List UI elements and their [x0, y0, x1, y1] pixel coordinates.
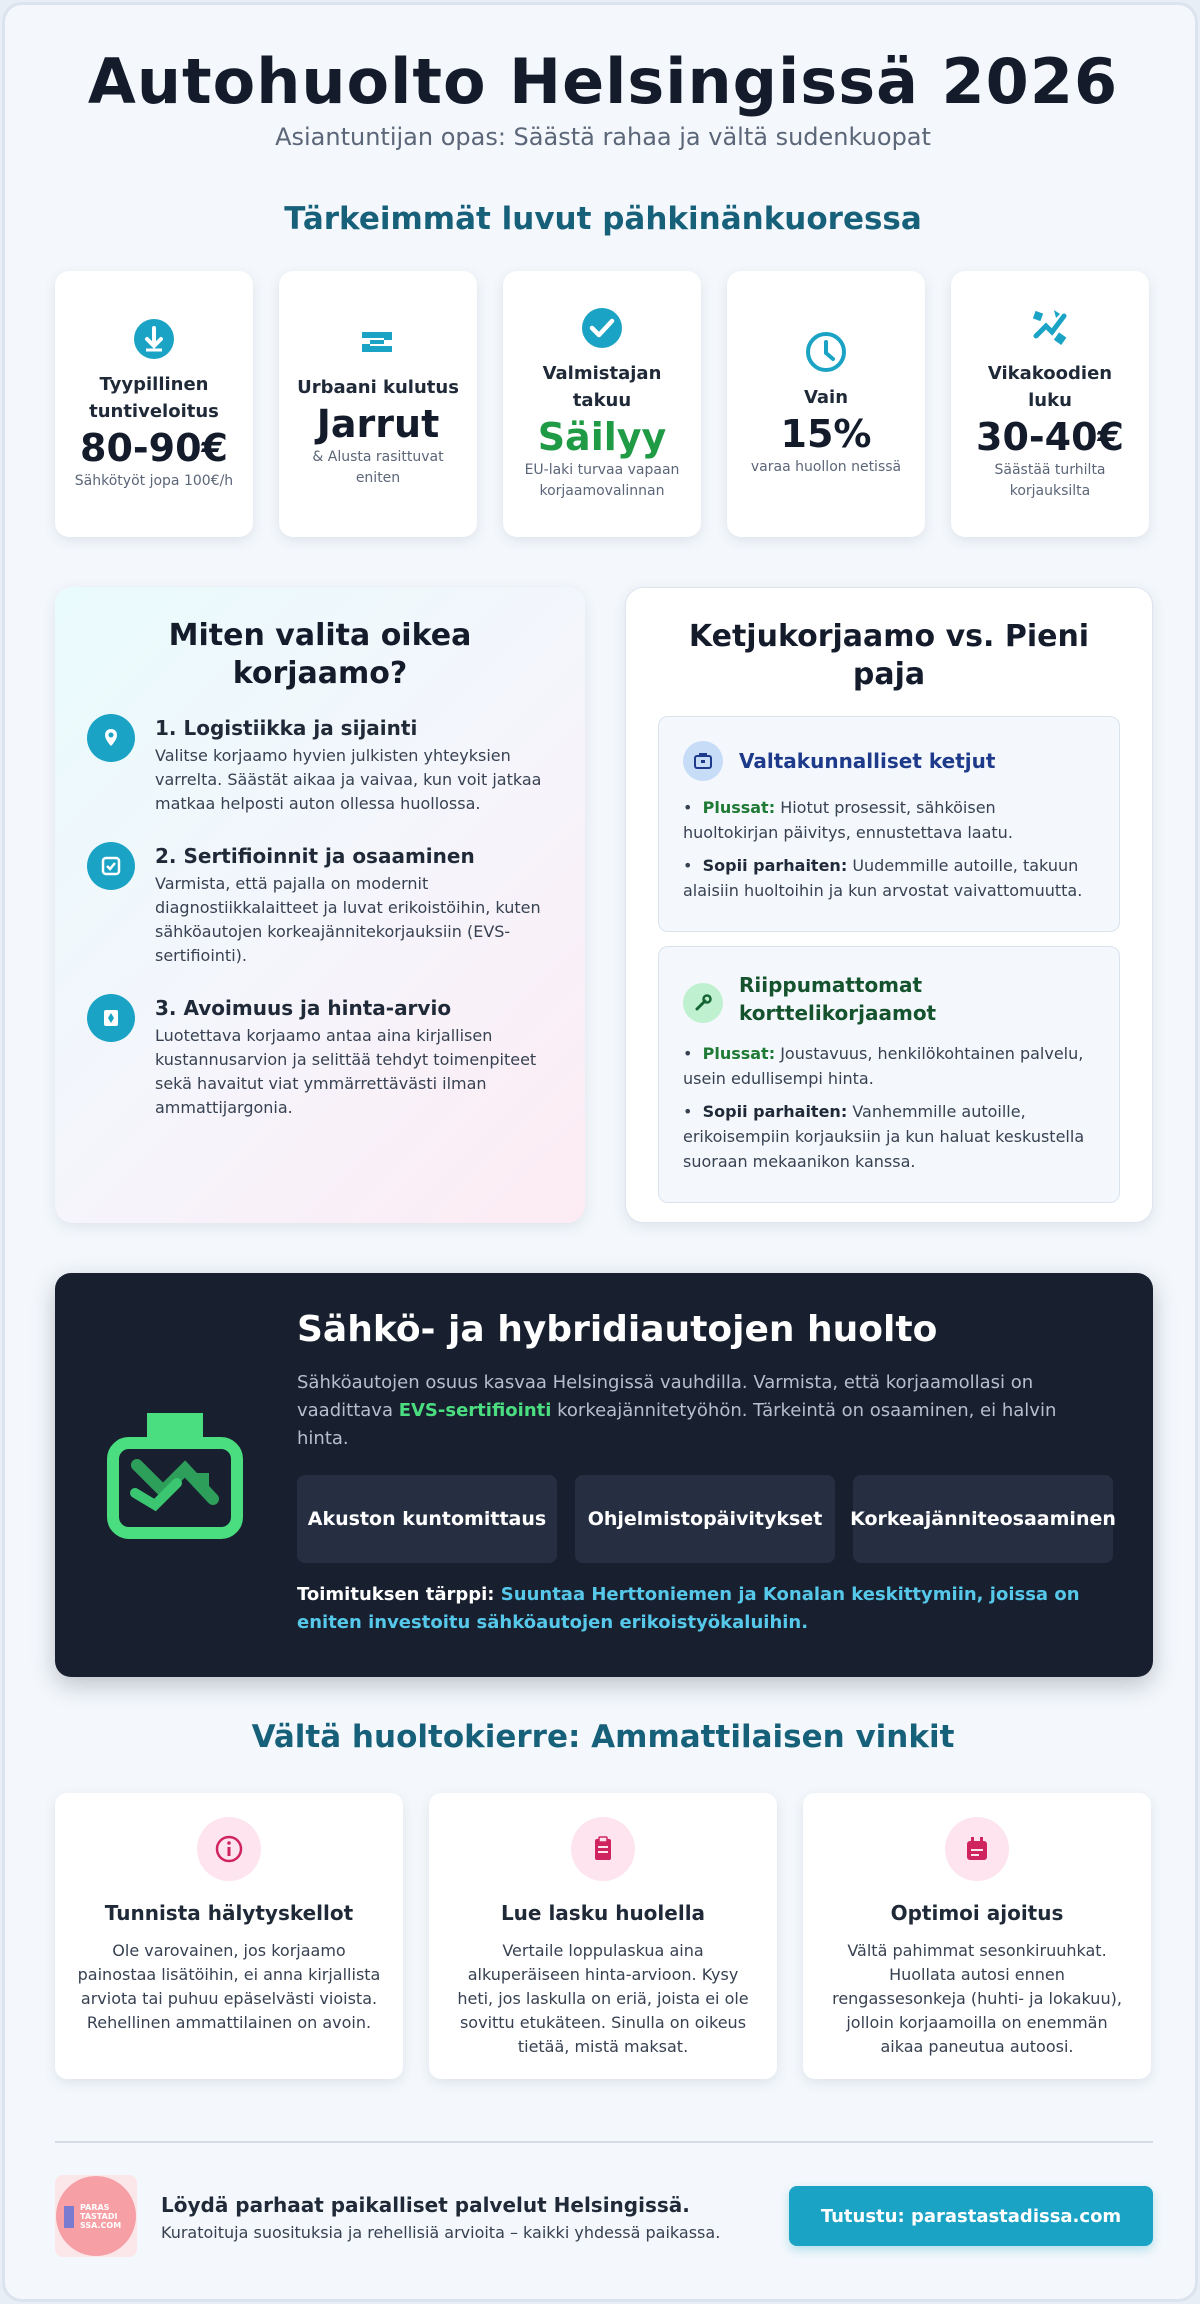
ev-text: Sähköautojen osuus kasvaa Helsingissä vauhdilla. Varmista, että korjaamollasi on vaadittava EVS-sertifiointi korkeajännitetyöhön. Tärkeintä on osaaminen, ei halvin hinta. [297, 1372, 1057, 1449]
independent-best-for: • Sopii parhaiten: Vanhemmille autoille, erikoisempiin korjauksiin ja kun haluat keskustella suoraan mekaanikon kanssa. [683, 1102, 1085, 1171]
stat-label: Tyypillinen tuntiveloitus [89, 373, 219, 422]
ev-section [55, 1273, 1153, 1677]
stat-card-urban-wear [279, 271, 477, 537]
stat-label: Valmistajan takuu [542, 363, 662, 411]
independent-plus: • Plussat: Joustavuus, henkilökohtainen palvelu, usein edullisempi hinta. [683, 1044, 1084, 1088]
ev-service-high-voltage: Korkeajänniteosaaminen [853, 1475, 1113, 1563]
evs-highlight: EVS-sertifiointi [398, 1400, 552, 1421]
tip-text: Vältä pahimmat sesonkiruuhkat. Huollata autosi ennen rengassesonkeja (huhti- ja lokakuu), jolloin korjaamoilla on enemmän aikaa paneutua autoosi. [832, 1941, 1122, 2056]
stat-note: EU-laki turvaa vapaan korjaamovalinnan [524, 462, 680, 499]
stat-label: Vain [803, 387, 849, 408]
clock-icon [804, 330, 848, 374]
calendar-icon [945, 1817, 1009, 1881]
location-icon [87, 714, 135, 762]
info-icon [197, 1817, 261, 1881]
step-title: 3. Avoimuus ja hinta-arvio [155, 996, 452, 1020]
step-transparency [87, 994, 557, 1120]
stat-note: Sähkötyöt jopa 100€/h [74, 472, 234, 489]
footer-subtitle: Kuratoituja suosituksia ja rehellisiä arvioita – kaikki yhdessä paikassa. [161, 2223, 721, 2242]
step-certifications [87, 842, 557, 968]
tips-heading: Vältä huoltokierre: Ammattilaisen vinkit [251, 1719, 955, 1755]
diagnostics-icon [1028, 306, 1072, 350]
stat-label: Urbaani kulutus [297, 376, 459, 398]
chain-best-for: • Sopii parhaiten: Uudemmille autoille, takuun alaisiin huoltoihin ja kun arvostat vaivattomuutta. [683, 856, 1083, 900]
tip-text: Vertaile loppulaskua aina alkuperäiseen hinta-arvioon. Kysy heti, jos laskulla on eriä, joista ei ole sovittu etukäteen. Sinulla on oikeus tietää, mistä maksat. [457, 1941, 749, 2056]
independent-workshops-box [658, 946, 1120, 1203]
visit-site-button[interactable]: Tutustu: parastastadissa.com [789, 2186, 1153, 2246]
stat-value: Jarrut [316, 401, 440, 446]
check-circle-icon [580, 306, 624, 350]
tip-card-warning-signs [55, 1793, 403, 2079]
tip-card-invoice [429, 1793, 777, 2079]
footer-title: Löydä parhaat paikalliset palvelut Helsingissä. [161, 2193, 690, 2217]
chain-workshops-box [658, 716, 1120, 932]
page-subtitle: Asiantuntijan opas: Säästä rahaa ja vältä sudenkuopat [275, 123, 931, 151]
ev-service-battery: Akuston kuntomittaus [297, 1475, 557, 1563]
choice-title: Valtakunnalliset ketjut [739, 749, 996, 773]
ev-service-software: Ohjelmistopäivitykset [575, 1475, 835, 1563]
briefcase-icon [683, 741, 723, 781]
step-text: Luotettava korjaamo antaa aina kirjallisen kustannusarvion ja selittää tehdyt toimenpiteet sekä havaitut viat ymmärrettävästi ilman ammattijargonia. [155, 1026, 537, 1117]
page-title: Autohuolto Helsingissä 2026 [87, 45, 1119, 118]
stat-value: 15% [780, 412, 872, 456]
tip-title: Optimoi ajoitus [890, 1901, 1064, 1925]
stat-label: Vikakoodien luku [987, 363, 1113, 411]
stat-value: 30-40€ [976, 415, 1124, 459]
panel-title: Miten valita oikea korjaamo? [168, 618, 472, 691]
chain-plus: • Plussat: Hiotut prosessit, sähköisen huoltokirjan päivitys, ennustettava laatu. [683, 798, 1013, 842]
ev-title: Sähkö- ja hybridiautojen huolto [297, 1309, 938, 1350]
stat-value: Säilyy [537, 415, 667, 459]
tip-card-timing [803, 1793, 1151, 2079]
wrench-icon [683, 983, 723, 1023]
stat-card-hourly-rate [55, 271, 253, 537]
stat-note: varaa huollon netissä [750, 459, 902, 475]
site-logo: PARAS TASTADI SSA.COM [55, 2175, 137, 2257]
stat-card-warranty [503, 271, 701, 537]
key-figures-heading: Tärkeimmät luvut pähkinänkuoressa [284, 201, 922, 237]
arrow-down-circle-icon [132, 317, 176, 361]
compare-panel [625, 587, 1153, 1223]
tip-title: Tunnista hälytyskellot [104, 1901, 354, 1925]
price-tag-icon [87, 994, 135, 1042]
panel-title: Ketjukorjaamo vs. Pieni paja [688, 619, 1090, 692]
clipboard-icon [571, 1817, 635, 1881]
brake-icon [356, 320, 400, 364]
choose-workshop-panel [55, 587, 585, 1223]
ev-battery-icon [107, 1413, 243, 1541]
step-title: 1. Logistiikka ja sijainti [155, 716, 418, 740]
editor-tip: Toimituksen tärppi: Suuntaa Herttoniemen ja Konalan keskittymiin, joissa on eniten investoitu sähköautojen erikoistyökaluihin. [297, 1584, 1080, 1633]
footer-divider [55, 2141, 1153, 2143]
step-logistics [87, 714, 557, 816]
certificate-icon [87, 842, 135, 890]
step-text: Varmista, että pajalla on modernit diagnostiikkalaitteet ja luvat erikoistöihin, kuten sähköautojen korkeajännitekorjauksiin (EVS-sertifiointi). [155, 874, 541, 965]
step-title: 2. Sertifioinnit ja osaaminen [155, 844, 475, 868]
choice-title: Riippumattomat korttelikorjaamot [739, 973, 937, 1025]
stat-card-online-booking [727, 271, 925, 537]
stat-value: 80-90€ [80, 425, 228, 470]
tip-text: Ole varovainen, jos korjaamo painostaa lisätöihin, ei anna kirjallista arviota tai puhuu epäselvästi vioista. Rehellinen ammattilainen on avoin. [77, 1941, 381, 2032]
tip-title: Lue lasku huolella [500, 1901, 706, 1925]
infographic [2, 2, 1198, 2302]
stat-card-fault-codes [951, 271, 1149, 537]
stat-note: & Alusta rasittuvat eniten [312, 448, 444, 486]
stat-note: Säästää turhilta korjauksilta [994, 462, 1106, 499]
step-text: Valitse korjaamo hyvien julkisten yhteyksien varrelta. Säästät aikaa ja vaivaa, kun voit jatkaa matkaa helposti auton ollessa huollossa. [155, 746, 542, 813]
